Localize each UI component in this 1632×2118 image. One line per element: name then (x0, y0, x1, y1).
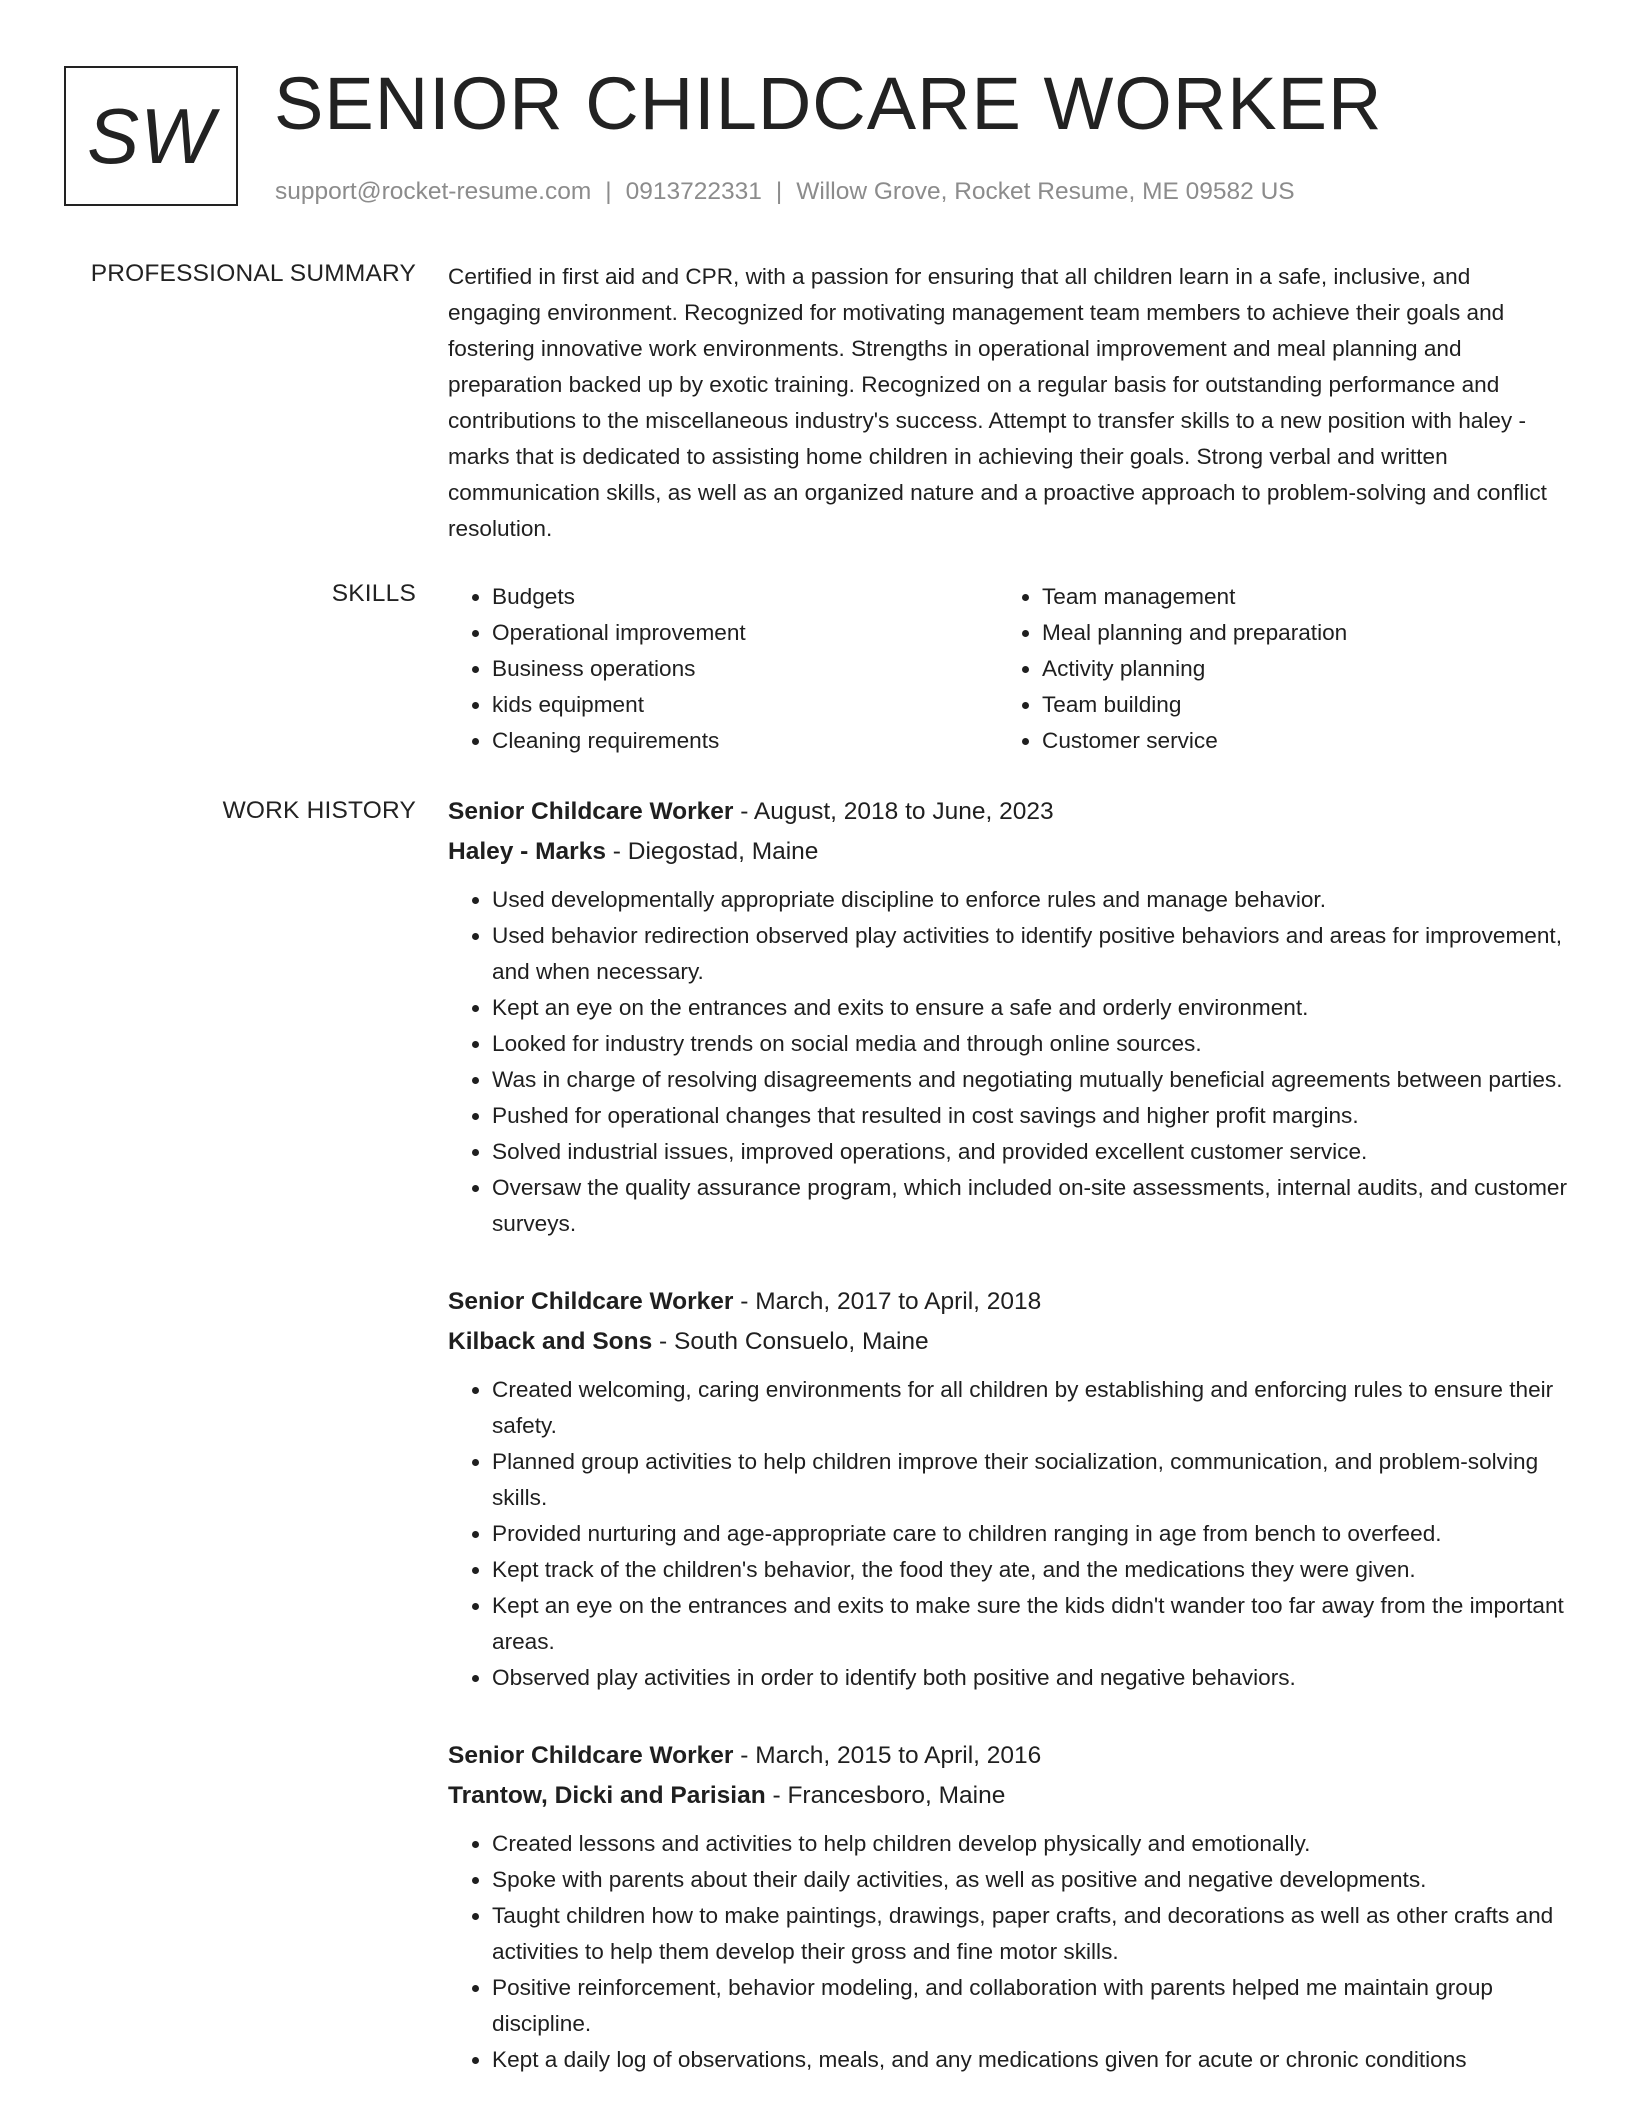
skill-item: • Budgets (492, 579, 998, 615)
email-link[interactable]: support@rocket-resume.com (275, 178, 592, 205)
skills-list-right (998, 579, 1548, 759)
job-location: - Francesboro, Maine (772, 1782, 1006, 1809)
job-duties-list (448, 1372, 1568, 1696)
job-company-line (448, 832, 1568, 872)
job-title: Senior Childcare Worker (448, 798, 734, 825)
job-location: - Diegostad, Maine (612, 838, 819, 865)
job-duty-item: • Used behavior redirection observed play activities to identify positive behaviors and areas for improvement, and when necessary. (492, 918, 1568, 990)
work-history-heading: WORK HISTORY (222, 797, 416, 824)
skill-item: • Meal planning and preparation (1042, 615, 1548, 651)
job-duty-item: • Taught children how to make paintings, drawings, paper crafts, and decorations as well as other crafts and activities to help them develop their gross and fine motor skills. (492, 1898, 1568, 1970)
job-entry (448, 1736, 1568, 2078)
monogram-logo: SW (64, 66, 238, 206)
job-dates: - March, 2017 to April, 2018 (740, 1288, 1042, 1315)
job-duty-item: • Kept an eye on the entrances and exits to ensure a safe and orderly environment. (492, 990, 1568, 1026)
skills-section (448, 579, 1568, 759)
summary-section (448, 259, 1568, 547)
job-duty-item: • Used developmentally appropriate discipline to enforce rules and manage behavior. (492, 882, 1568, 918)
skill-item: • Cleaning requirements (492, 723, 998, 759)
job-duties-list (448, 882, 1568, 1242)
job-title: Senior Childcare Worker (448, 1288, 734, 1315)
summary-text: Certified in first aid and CPR, with a passion for ensuring that all children learn in a safe, inclusive, and engaging environment. Recognized for motivating management team members to achieve their goals and fostering innovative work environments. Strengths in operational improvement and meal planning and preparation backed up by exotic training. Recognized on a regular basis for outstanding performance and contributions to the miscellaneous industry's success. Attempt to transfer skills to a new position with haley - marks that is dedicated to assisting home children in achieving their goals. Strong verbal and written communication skills, as well as an organized nature and a proactive approach to problem-solving and conflict resolution. (448, 264, 1547, 541)
job-duty-item: • Oversaw the quality assurance program, which included on-site assessments, internal audits, and customer surveys. (492, 1170, 1568, 1242)
summary-heading: PROFESSIONAL SUMMARY (90, 260, 416, 287)
job-duty-item: • Solved industrial issues, improved operations, and provided excellent customer service. (492, 1134, 1568, 1170)
address: Willow Grove, Rocket Resume, ME 09582 US (796, 178, 1295, 205)
job-duty-item: • Pushed for operational changes that resulted in cost savings and higher profit margins. (492, 1098, 1568, 1134)
job-duty-item: • Planned group activities to help children improve their socialization, communication, and problem-solving skills. (492, 1444, 1568, 1516)
skills-grid (448, 579, 1568, 759)
job-duty-item: • Created lessons and activities to help children develop physically and emotionally. (492, 1826, 1568, 1862)
job-location: - South Consuelo, Maine (659, 1328, 929, 1355)
job-duty-item: • Spoke with parents about their daily activities, as well as positive and negative developments. (492, 1862, 1568, 1898)
contact-line (275, 176, 1295, 208)
phone-number: 0913722331 (625, 178, 762, 205)
job-duty-item: • Kept track of the children's behavior, the food they ate, and the medications they were given. (492, 1552, 1568, 1588)
skills-heading: SKILLS (331, 580, 416, 607)
job-entry (448, 1282, 1568, 1696)
skill-item: • Business operations (492, 651, 998, 687)
skill-item: • Activity planning (1042, 651, 1548, 687)
job-entry (448, 792, 1568, 1242)
job-duty-item: • Positive reinforcement, behavior modeling, and collaboration with parents helped me maintain group discipline. (492, 1970, 1568, 2042)
job-company: Haley - Marks (448, 838, 606, 865)
skill-item: • Operational improvement (492, 615, 998, 651)
work-history-section (448, 792, 1568, 2118)
job-title-line (448, 1736, 1568, 1776)
contact-separator: | (775, 178, 783, 205)
skill-item: • Team building (1042, 687, 1548, 723)
job-duty-item: • Looked for industry trends on social media and through online sources. (492, 1026, 1568, 1062)
job-duty-item: • Created welcoming, caring environments for all children by establishing and enforcing rules to ensure their safety. (492, 1372, 1568, 1444)
skill-item: • kids equipment (492, 687, 998, 723)
job-duty-item: • Was in charge of resolving disagreements and negotiating mutually beneficial agreements between parties. (492, 1062, 1568, 1098)
contact-separator: | (605, 178, 612, 205)
job-company: Kilback and Sons (448, 1328, 653, 1355)
job-company-line (448, 1776, 1568, 1816)
page-title: SENIOR CHILDCARE WORKER (274, 62, 1383, 145)
job-title-line (448, 792, 1568, 832)
job-duty-item: • Kept an eye on the entrances and exits to make sure the kids didn't wander too far away from the important areas. (492, 1588, 1568, 1660)
skill-item: • Customer service (1042, 723, 1548, 759)
job-title-line (448, 1282, 1568, 1322)
job-dates: - August, 2018 to June, 2023 (740, 798, 1054, 825)
job-company-line (448, 1322, 1568, 1362)
job-dates: - March, 2015 to April, 2016 (740, 1742, 1042, 1769)
skills-list-left (448, 579, 998, 759)
job-duty-item: • Provided nurturing and age-appropriate care to children ranging in age from bench to overfeed. (492, 1516, 1568, 1552)
job-company: Trantow, Dicki and Parisian (448, 1782, 766, 1809)
skill-item: • Team management (1042, 579, 1548, 615)
job-title: Senior Childcare Worker (448, 1742, 734, 1769)
job-duty-item: • Observed play activities in order to identify both positive and negative behaviors. (492, 1660, 1568, 1696)
job-duties-list (448, 1826, 1568, 2078)
job-duty-item: • Kept a daily log of observations, meals, and any medications given for acute or chronic conditions (492, 2042, 1568, 2078)
